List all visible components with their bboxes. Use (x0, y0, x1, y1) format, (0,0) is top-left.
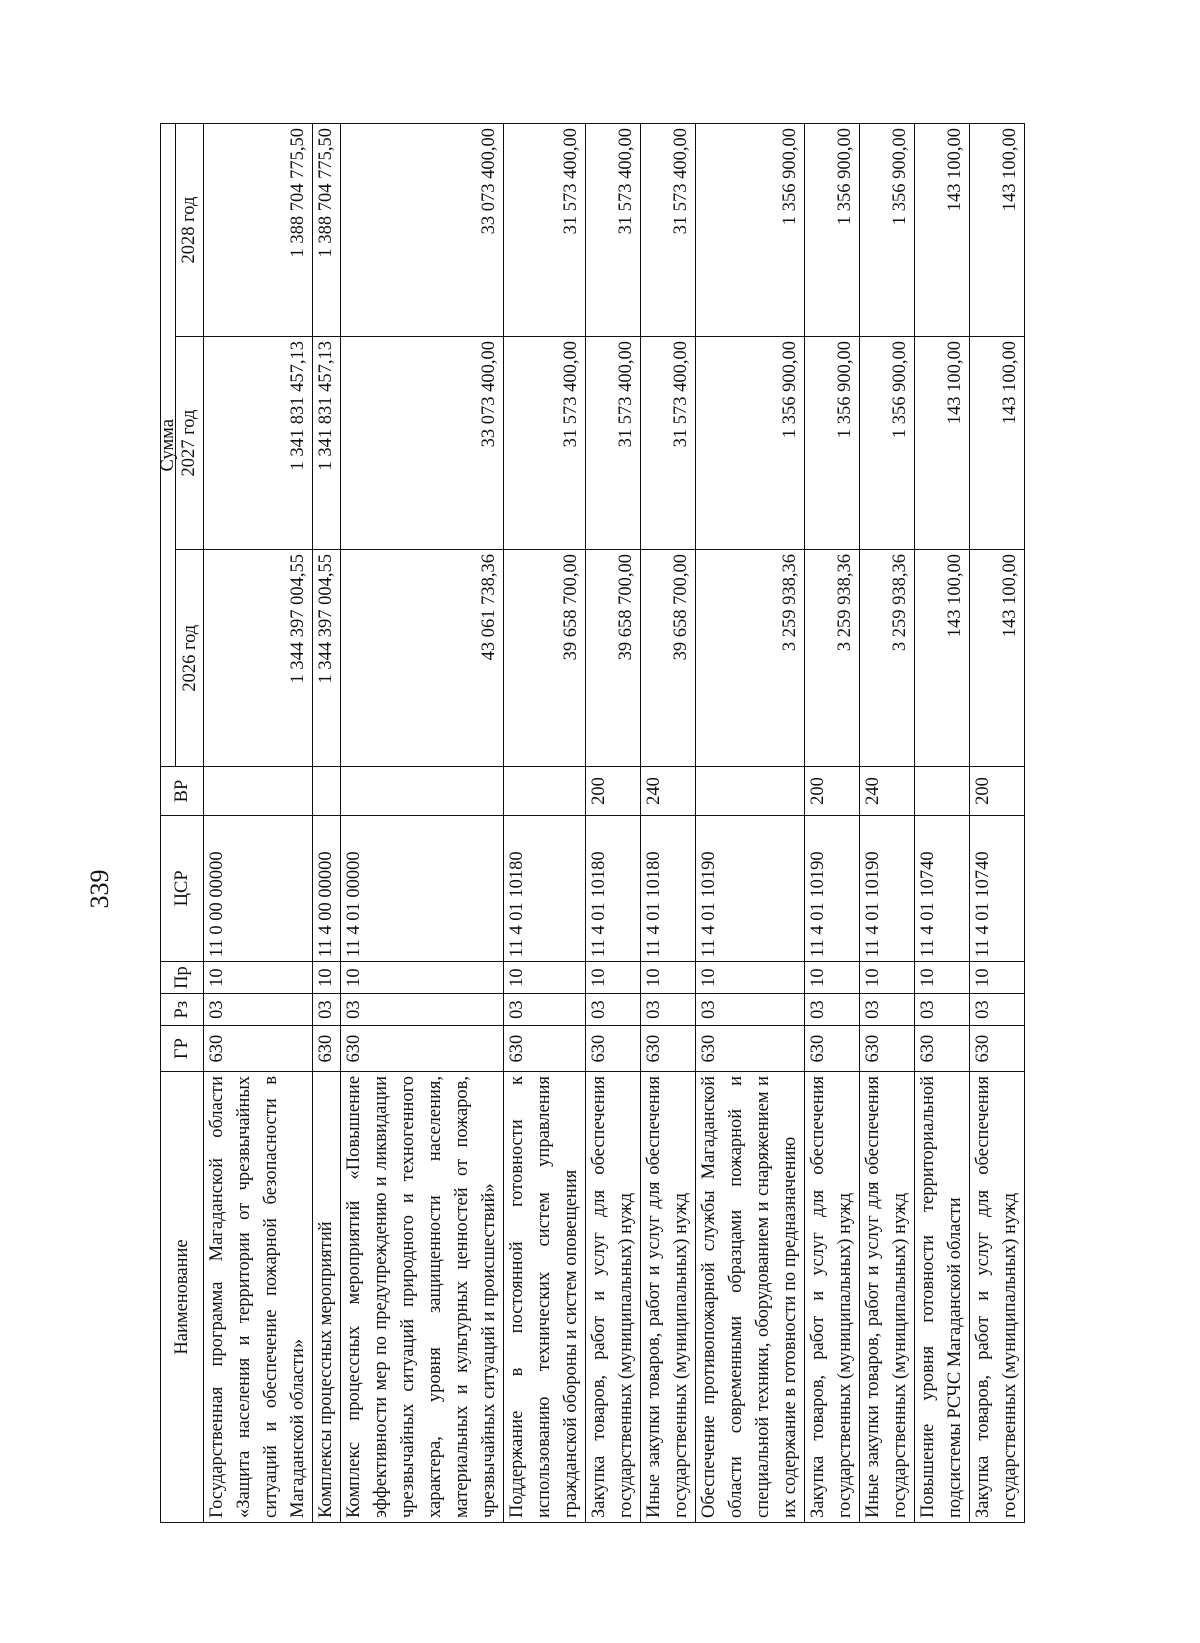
cell-y2026: 3 259 938,36 (860, 549, 915, 767)
cell-y2026: 143 100,00 (970, 549, 1025, 767)
cell-name: Обеспечение противопожарной службы Магаданской области современными образцами пожарной и специальной техники, оборудованием и снаряжением и их содержание в готовности по предназначению (696, 1071, 805, 1522)
cell-vr: 200 (586, 767, 641, 815)
table-row (313, 124, 341, 1523)
cell-csr: 11 0 00 00000 (204, 815, 313, 962)
header-2027: 2027 год (176, 337, 204, 550)
cell-y2026: 39 658 700,00 (586, 549, 641, 767)
header-name: Наименование (161, 1071, 204, 1522)
cell-rz: 03 (915, 994, 970, 1026)
cell-y2027: 1 356 900,00 (696, 337, 805, 550)
cell-vr (341, 767, 504, 815)
table-row (504, 124, 586, 1523)
cell-pr: 10 (970, 962, 1025, 994)
cell-csr: 11 4 00 00000 (313, 815, 341, 962)
cell-y2028: 33 073 400,00 (341, 124, 504, 337)
cell-csr: 11 4 01 10740 (970, 815, 1025, 962)
header-row-top (161, 124, 176, 1523)
cell-pr: 10 (504, 962, 586, 994)
cell-name: Закупка товаров, работ и услуг для обеспечения государственных (муниципальных) нужд (970, 1071, 1025, 1522)
cell-vr (504, 767, 586, 815)
cell-rz: 03 (204, 994, 313, 1026)
header-2028: 2028 год (176, 124, 204, 337)
cell-csr: 11 4 01 10190 (860, 815, 915, 962)
cell-y2028: 143 100,00 (915, 124, 970, 337)
cell-name: Поддержание в постоянной готовности к использованию технических систем управления гражданской обороны и систем оповещения (504, 1071, 586, 1522)
header-pr: Пр (161, 962, 204, 994)
cell-y2026: 3 259 938,36 (805, 549, 860, 767)
header-sum: Сумма (161, 124, 176, 767)
cell-name: Закупка товаров, работ и услуг для обеспечения государственных (муниципальных) нужд (805, 1071, 860, 1522)
cell-y2027: 31 573 400,00 (504, 337, 586, 550)
cell-y2028: 31 573 400,00 (641, 124, 696, 337)
budget-table (160, 123, 1025, 1523)
cell-gr: 630 (641, 1026, 696, 1072)
cell-y2026: 3 259 938,36 (696, 549, 805, 767)
cell-y2026: 39 658 700,00 (504, 549, 586, 767)
table-row (641, 124, 696, 1523)
header-csr: ЦСР (161, 815, 204, 962)
cell-pr: 10 (641, 962, 696, 994)
cell-y2028: 1 356 900,00 (860, 124, 915, 337)
cell-y2027: 31 573 400,00 (586, 337, 641, 550)
cell-rz: 03 (805, 994, 860, 1026)
cell-y2026: 39 658 700,00 (641, 549, 696, 767)
cell-rz: 03 (504, 994, 586, 1026)
cell-gr: 630 (313, 1026, 341, 1072)
cell-vr (915, 767, 970, 815)
cell-vr (204, 767, 313, 815)
table-row (586, 124, 641, 1523)
cell-pr: 10 (204, 962, 313, 994)
cell-csr: 11 4 01 10180 (641, 815, 696, 962)
cell-y2028: 1 356 900,00 (696, 124, 805, 337)
cell-y2026: 143 100,00 (915, 549, 970, 767)
cell-y2028: 1 388 704 775,50 (313, 124, 341, 337)
cell-vr: 240 (860, 767, 915, 815)
cell-csr: 11 4 01 10180 (504, 815, 586, 962)
table-row (696, 124, 805, 1523)
cell-name: Иные закупки товаров, работ и услуг для обеспечения государственных (муниципальных) нужд (860, 1071, 915, 1522)
table-row (915, 124, 970, 1523)
cell-pr: 10 (860, 962, 915, 994)
cell-y2026: 1 344 397 004,55 (204, 549, 313, 767)
cell-pr: 10 (915, 962, 970, 994)
cell-y2028: 143 100,00 (970, 124, 1025, 337)
cell-csr: 11 4 01 10190 (696, 815, 805, 962)
cell-name: Закупка товаров, работ и услуг для обеспечения государственных (муниципальных) нужд (586, 1071, 641, 1522)
cell-name: Повышение уровня готовности территориальной подсистемы РСЧС Магаданской области (915, 1071, 970, 1522)
cell-gr: 630 (805, 1026, 860, 1072)
cell-pr: 10 (696, 962, 805, 994)
cell-y2027: 143 100,00 (970, 337, 1025, 550)
table-row (204, 124, 313, 1523)
cell-pr: 10 (313, 962, 341, 994)
cell-pr: 10 (805, 962, 860, 994)
table-body (204, 124, 1025, 1523)
header-vr: ВР (161, 767, 204, 815)
cell-gr: 630 (696, 1026, 805, 1072)
cell-rz: 03 (341, 994, 504, 1026)
cell-y2027: 31 573 400,00 (641, 337, 696, 550)
cell-gr: 630 (504, 1026, 586, 1072)
cell-csr: 11 4 01 10180 (586, 815, 641, 962)
cell-gr: 630 (341, 1026, 504, 1072)
cell-y2028: 31 573 400,00 (586, 124, 641, 337)
cell-vr: 240 (641, 767, 696, 815)
cell-y2028: 1 356 900,00 (805, 124, 860, 337)
cell-vr (313, 767, 341, 815)
cell-name: Иные закупки товаров, работ и услуг для обеспечения государственных (муниципальных) нужд (641, 1071, 696, 1522)
cell-csr: 11 4 01 10190 (805, 815, 860, 962)
cell-rz: 03 (586, 994, 641, 1026)
cell-rz: 03 (313, 994, 341, 1026)
cell-y2027: 1 356 900,00 (860, 337, 915, 550)
cell-csr: 11 4 01 00000 (341, 815, 504, 962)
cell-y2026: 1 344 397 004,55 (313, 549, 341, 767)
cell-gr: 630 (586, 1026, 641, 1072)
header-rz: Рз (161, 994, 204, 1026)
table-row (341, 124, 504, 1523)
cell-pr: 10 (586, 962, 641, 994)
cell-name: Комплексы процессных мероприятий (313, 1071, 341, 1522)
cell-gr: 630 (970, 1026, 1025, 1072)
rotated-table-container (160, 123, 1060, 1523)
cell-gr: 630 (860, 1026, 915, 1072)
cell-y2028: 31 573 400,00 (504, 124, 586, 337)
cell-csr: 11 4 01 10740 (915, 815, 970, 962)
table-row (805, 124, 860, 1523)
table-row (970, 124, 1025, 1523)
cell-name: Государственная программа Магаданской области «Защита населения и территории от чрезвычайных ситуаций и обеспечение пожарной безопасности в Магаданской области» (204, 1071, 313, 1522)
cell-rz: 03 (696, 994, 805, 1026)
cell-y2026: 43 061 738,36 (341, 549, 504, 767)
header-2026: 2026 год (176, 549, 204, 767)
cell-y2028: 1 388 704 775,50 (204, 124, 313, 337)
cell-rz: 03 (970, 994, 1025, 1026)
cell-y2027: 143 100,00 (915, 337, 970, 550)
header-gr: ГР (161, 1026, 204, 1072)
cell-rz: 03 (641, 994, 696, 1026)
cell-gr: 630 (204, 1026, 313, 1072)
cell-y2027: 1 341 831 457,13 (313, 337, 341, 550)
cell-y2027: 33 073 400,00 (341, 337, 504, 550)
page-number: 339 (85, 869, 114, 909)
cell-vr: 200 (970, 767, 1025, 815)
cell-rz: 03 (860, 994, 915, 1026)
cell-gr: 630 (915, 1026, 970, 1072)
cell-y2027: 1 341 831 457,13 (204, 337, 313, 550)
cell-y2027: 1 356 900,00 (805, 337, 860, 550)
table-row (860, 124, 915, 1523)
cell-vr (696, 767, 805, 815)
cell-vr: 200 (805, 767, 860, 815)
cell-name: Комплекс процессных мероприятий «Повышение эффективности мер по предупреждению и ликвидации чрезвычайных ситуаций природного и техногенного характера, уровня защищенности населения, материальных и культурных ценностей от пожаров, чрезвычайных ситуаций и происшествий» (341, 1071, 504, 1522)
cell-pr: 10 (341, 962, 504, 994)
